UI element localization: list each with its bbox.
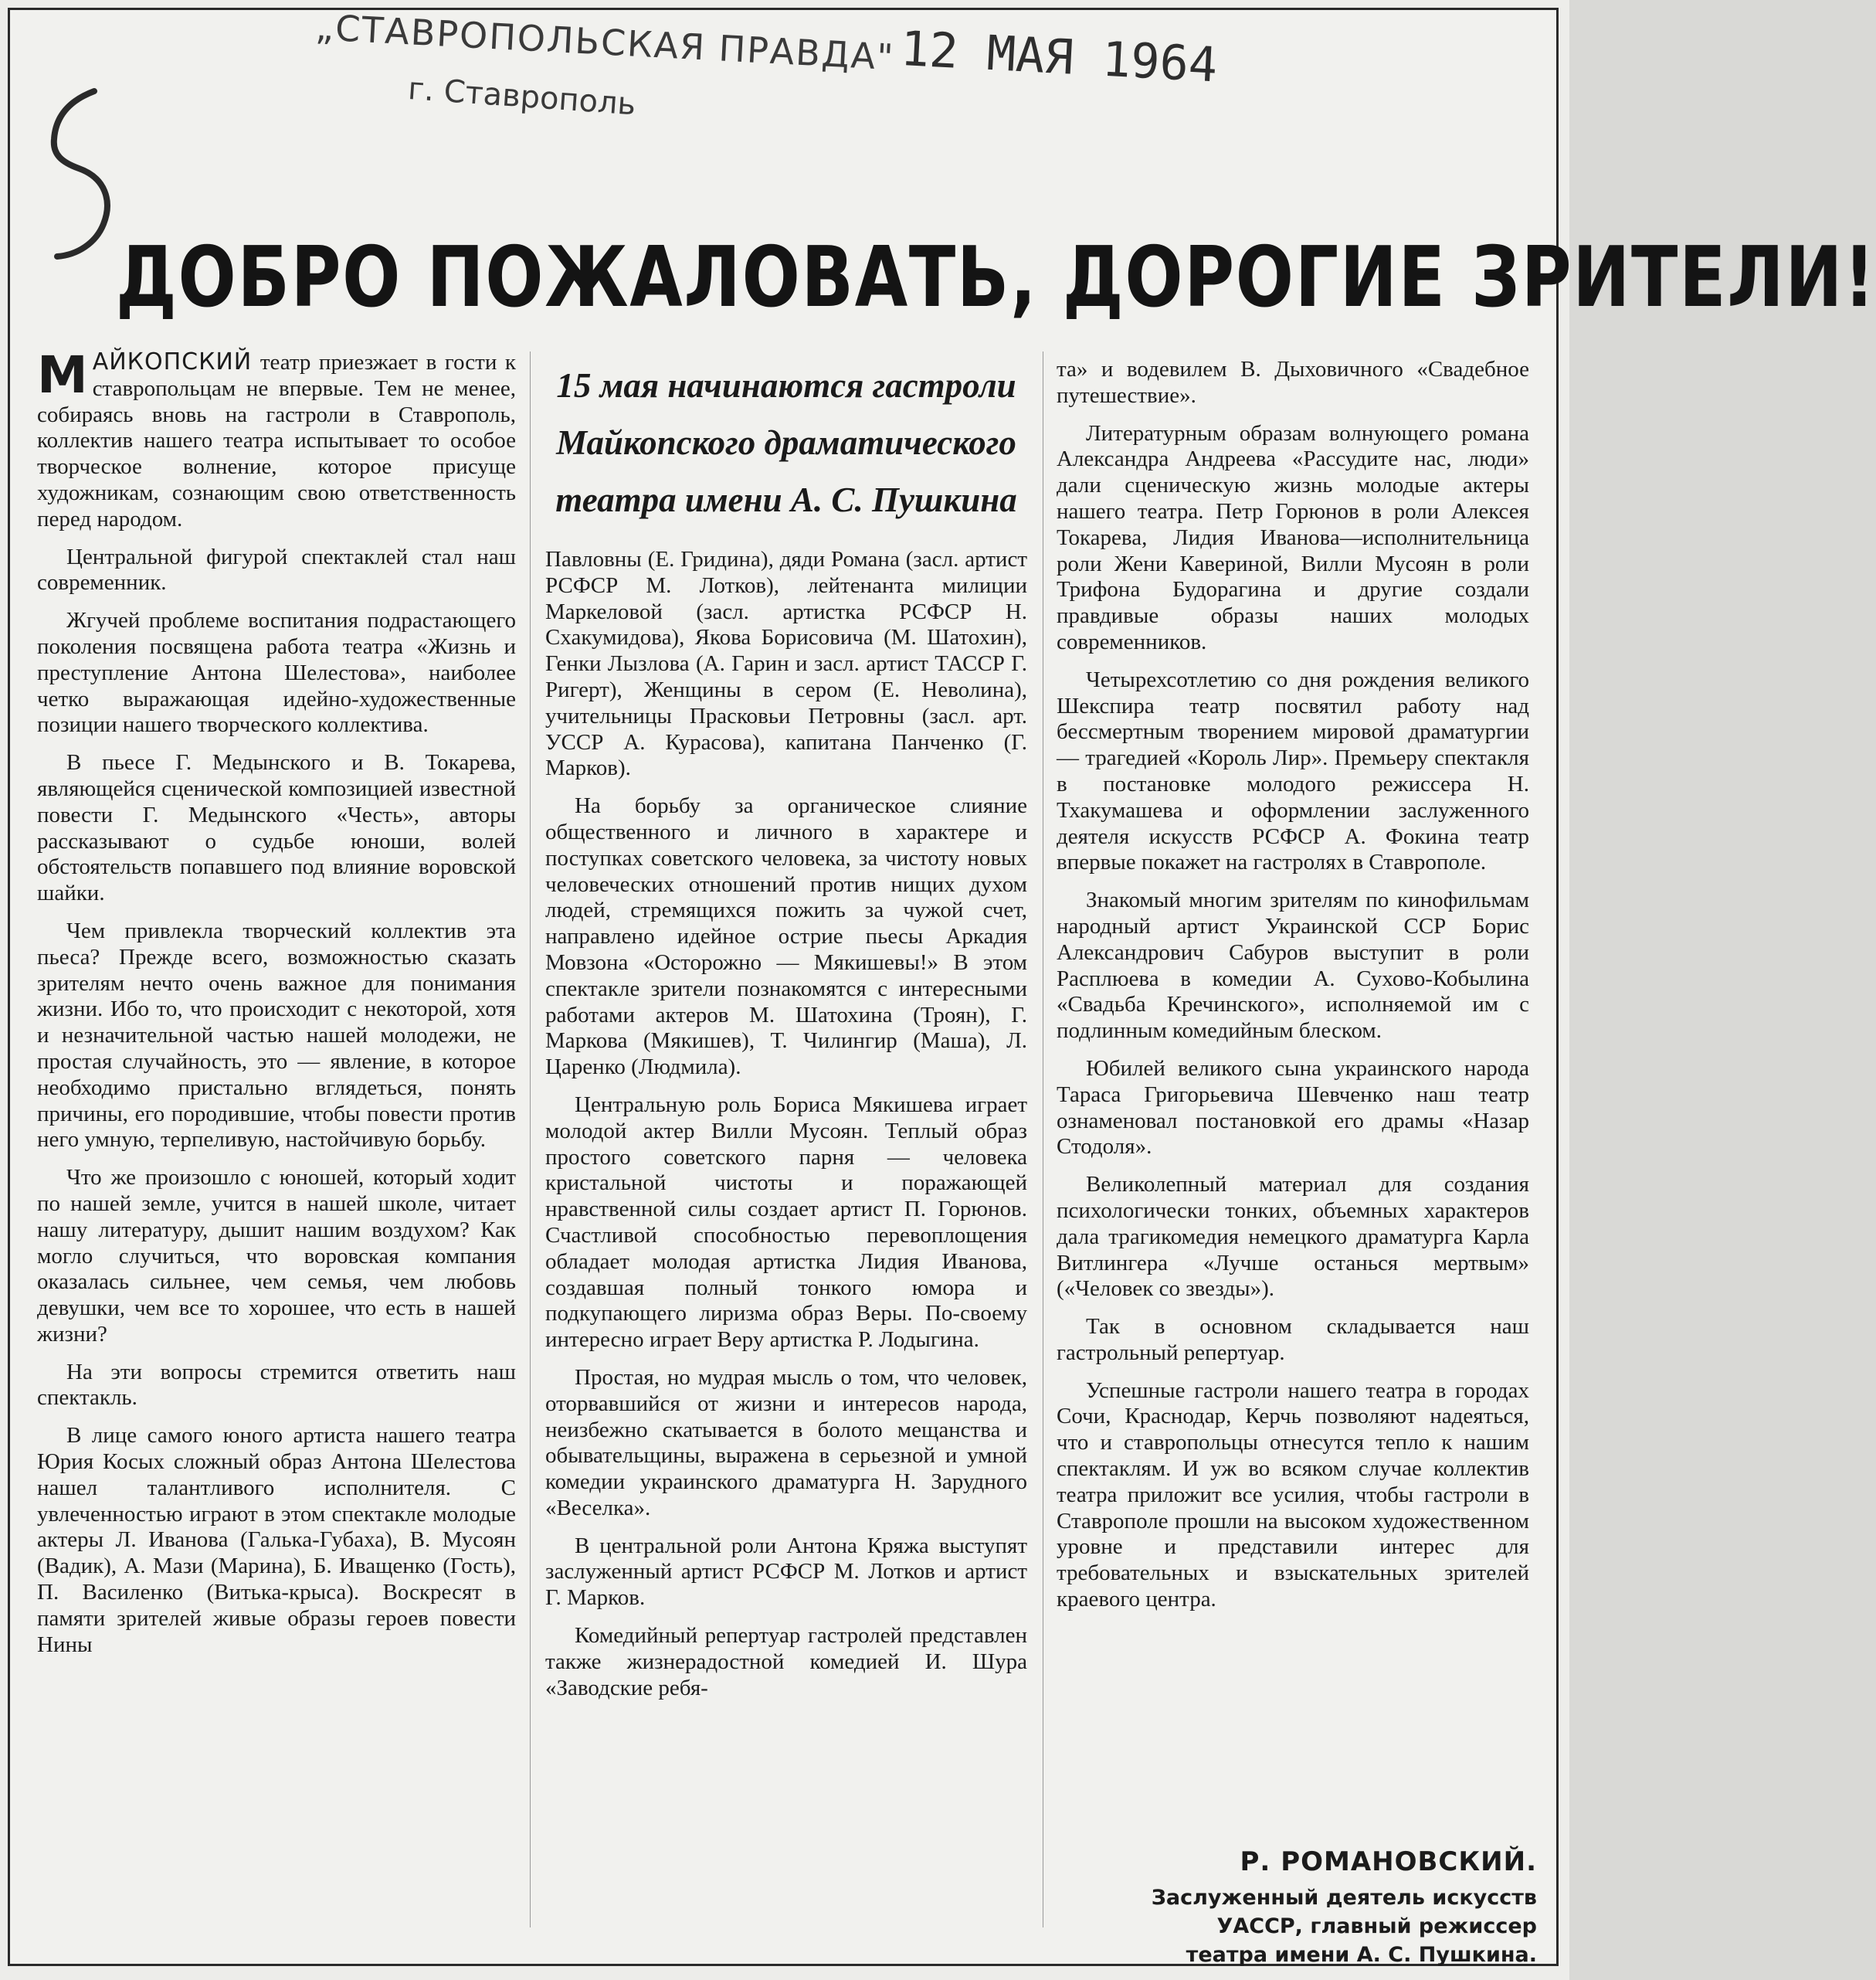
subheading-line: Майкопского драматического [556, 423, 1016, 462]
paragraph: та» и водевилем В. Дыховичного «Свадебное путешествие». [1057, 357, 1529, 408]
paragraph: На борьбу за органическое слияние общественного и личного в характере и поступках советского человека, за чистоту новых человеческих отношений против нищих духом людей, стремящихся пожить за чужой счет, направлено идейное острие пьесы Аркадия Мовзона «Осторожно — Мякишевы!» В этом спектакле зрители познакомятся с интересными работами актеров М. Шатохина (Троян), Г. Маркова (Мякишев), Т. Чилингир (Маша), Л. Царенко (Людмила). [545, 793, 1027, 1080]
paragraph: В лице самого юного артиста нашего театра Юрия Косых сложный образ Антона Шелестова нашел талантливого исполнителя. С увлеченностью играют в этом спектакле молодые актеры Л. Иванова (Галька-Губаха), В. Мусоян (Вадик), А. Мази (Марина), Б. Иващенко (Гость), П. Василенко (Витька-крыса). Воскресят в памяти зрителей живые образы героев повести Нины [37, 1423, 516, 1657]
newspaper-source-stamp: „СТАВРОПОЛЬСКАЯ ПРАВДА" [314, 6, 896, 79]
author-title-line: Заслуженный деятель искусств [1151, 1886, 1537, 1910]
paragraph: Успешные гастроли нашего театра в городах Сочи, Краснодар, Керчь позволяют надеяться, что и ставропольцы отнесутся тепло к нашим спектаклям. И уж во всяком случае коллектив театра приложит все усилия, чтобы гастроли в Ставрополе прошли на высоком художественном уровне и представили интерес для требовательных и взыскательных зрителей краевого центра. [1057, 1377, 1529, 1612]
paragraph: Центральную роль Бориса Мякишева играет молодой актер Вилли Мусоян. Теплый образ простого советского парня — человека кристальной чистоты и поражающей нравственной силы создает артист П. Горюнов. Счастливой способностью перевоплощения обладает молодая артистка Лидия Иванова, создавшая полный тонкого юмора и подкупающего лиризма образ Веры. По-своему интересно играет Веру артистка Р. Лодыгина. [545, 1092, 1027, 1353]
author-title-line: УАССР, главный режиссер [1216, 1914, 1537, 1938]
paragraph: Что же произошло с юношей, который ходит по нашей земле, учится в нашей школе, читает нашу литературу, дышит нашим воздухом? Как могло случиться, что воровская компания оказалась сильнее, чем семья, чем любовь девушки, чем все то хорошее, что есть в нашей жизни? [37, 1165, 516, 1347]
author-name: Р. РОМАНОВСКИЙ. [1240, 1846, 1537, 1877]
city-stamp: г. Ставрополь [406, 71, 637, 123]
article-subheading [541, 357, 1032, 528]
lead-caps: АЙКОПСКИЙ [92, 348, 253, 375]
paragraph: На эти вопросы стремится ответить наш спектакль. [37, 1359, 516, 1411]
date-stamp: 12 МАЯ 1964 [899, 20, 1220, 93]
paragraph: В центральной роли Антона Кряжа выступят заслуженный артист РСФСР М. Лотков и артист Г. Марков. [545, 1533, 1027, 1611]
author-signature [1081, 1846, 1537, 1969]
paragraph: Знакомый многим зрителям по кинофильмам народный артист Украинской ССР Борис Александрович Сабуров выступит в роли Расплюева в комедии А. Сухово-Кобылина «Свадьба Кречинского», исполняемой им с подлинным комедийным блеском. [1057, 888, 1529, 1044]
paragraph: Четырехсотлетию со дня рождения великого Шекспира театр посвятил работу над бессмертным творением мировой драматургии — трагедией «Король Лир». Премьеру спектакля в постановке молодого режиссера Н. Тхакумашева и оформлении заслуженного деятеля искусств РСФСР А. Фокина театр впервые покажет на гастролях в Ставрополе. [1057, 667, 1529, 875]
article-column-left [37, 345, 516, 1669]
paragraph: Так в основном складывается наш гастрольный репертуар. [1057, 1314, 1529, 1365]
drop-cap: М [37, 345, 88, 405]
paragraph: Юбилей великого сына украинского народа Тараса Григорьевича Шевченко наш театр ознаменовал постановкой его драмы «Назар Стодоля». [1057, 1055, 1529, 1160]
paragraph: Литературным образам волнующего романа Александра Андреева «Рассудите нас, люди» дали сценическую жизнь молодые актеры нашего театра. Петр Горюнов в роли Алексея Токарева, Лидия Иванова—исполнительница роли Жени Кавериной, Вилли Мусоян в роли Трифона Будорагина и другие создали правдивые образы наших молодых современников. [1057, 420, 1529, 654]
article-column-right [1057, 357, 1529, 1625]
paragraph: Комедийный репертуар гастролей представлен также жизнерадостной комедией И. Шура «Заводские ребя- [545, 1623, 1027, 1700]
article-column-middle [545, 547, 1027, 1713]
paragraph: Жгучей проблеме воспитания подрастающего поколения посвящена работа театра «Жизнь и преступление Антона Шелестова», наиболее четко выражающая идейно-художественные позиции нашего творческого коллектива. [37, 608, 516, 738]
lead-text: театр приезжает в гости к ставропольцам не впервые. Тем не менее, собираясь вновь на гастроли в Ставрополь, коллектив нашего театра испытывает то особое творческое волнение, которое присуще художникам, сознающим свою ответственность перед народом. [37, 350, 516, 532]
paragraph: В пьесе Г. Медынского и В. Токарева, являющейся сценической композицией известной повести Г. Медынского «Честь», авторы рассказывают о судьбе юноши, волей обстоятельств попавшего под влияние воровской шайки. [37, 750, 516, 906]
paragraph: Центральной фигурой спектаклей стал наш современник. [37, 544, 516, 596]
subheading-line: 15 мая начинаются гастроли [556, 366, 1016, 405]
paragraph: Великолепный материал для создания психологически тонких, объемных характеров дала трагикомедия немецкого драматурга Карла Витлингера «Лучше останься мертвым» («Человек со звезды»). [1057, 1172, 1529, 1302]
column-divider [530, 352, 531, 1927]
handwritten-number-mark [39, 85, 124, 263]
lead-paragraph [37, 345, 516, 533]
article-headline: ДОБРО ПОЖАЛОВАТЬ, ДОРОГИЕ ЗРИТЕЛИ! [116, 229, 1876, 326]
paragraph: Чем привлекла творческий коллектив эта пьеса? Прежде всего, возможностью сказать зрителям нечто очень важное для понимания жизни. Ибо то, что происходит с некоторой, хотя и незначительной частью нашей молодежи, не простая случайность, это — явление, в которое необходимо пристально вглядеться, понять причины, его породившие, чтобы повести против него умную, терпеливую, настойчивую борьбу. [37, 918, 516, 1153]
paragraph: Павловны (Е. Гридина), дяди Романа (засл. артист РСФСР М. Лотков), лейтенанта милиции Маркеловой (засл. артистка РСФСР Н. Схакумидова), Якова Борисовича (М. Шатохин), Генки Лызлова (А. Гарин и засл. артист ТАССР Г. Ригерт), Женщины в сером (Е. Неволина), учительницы Прасковьи Петровны (засл. арт. УССР А. Курасова), капитана Панченко (Г. Марков). [545, 547, 1027, 781]
author-title-line: театра имени А. С. Пушкина. [1186, 1943, 1537, 1967]
subheading-line: театра имени А. С. Пушкина [555, 481, 1017, 519]
paragraph: Простая, но мудрая мысль о том, что человек, оторвавшийся от жизни и интересов народа, неизбежно скатывается в болото мещанства и обывательщины, выражена в серьезной и умной комедии украинского драматурга Н. Зарудного «Веселка». [545, 1364, 1027, 1520]
